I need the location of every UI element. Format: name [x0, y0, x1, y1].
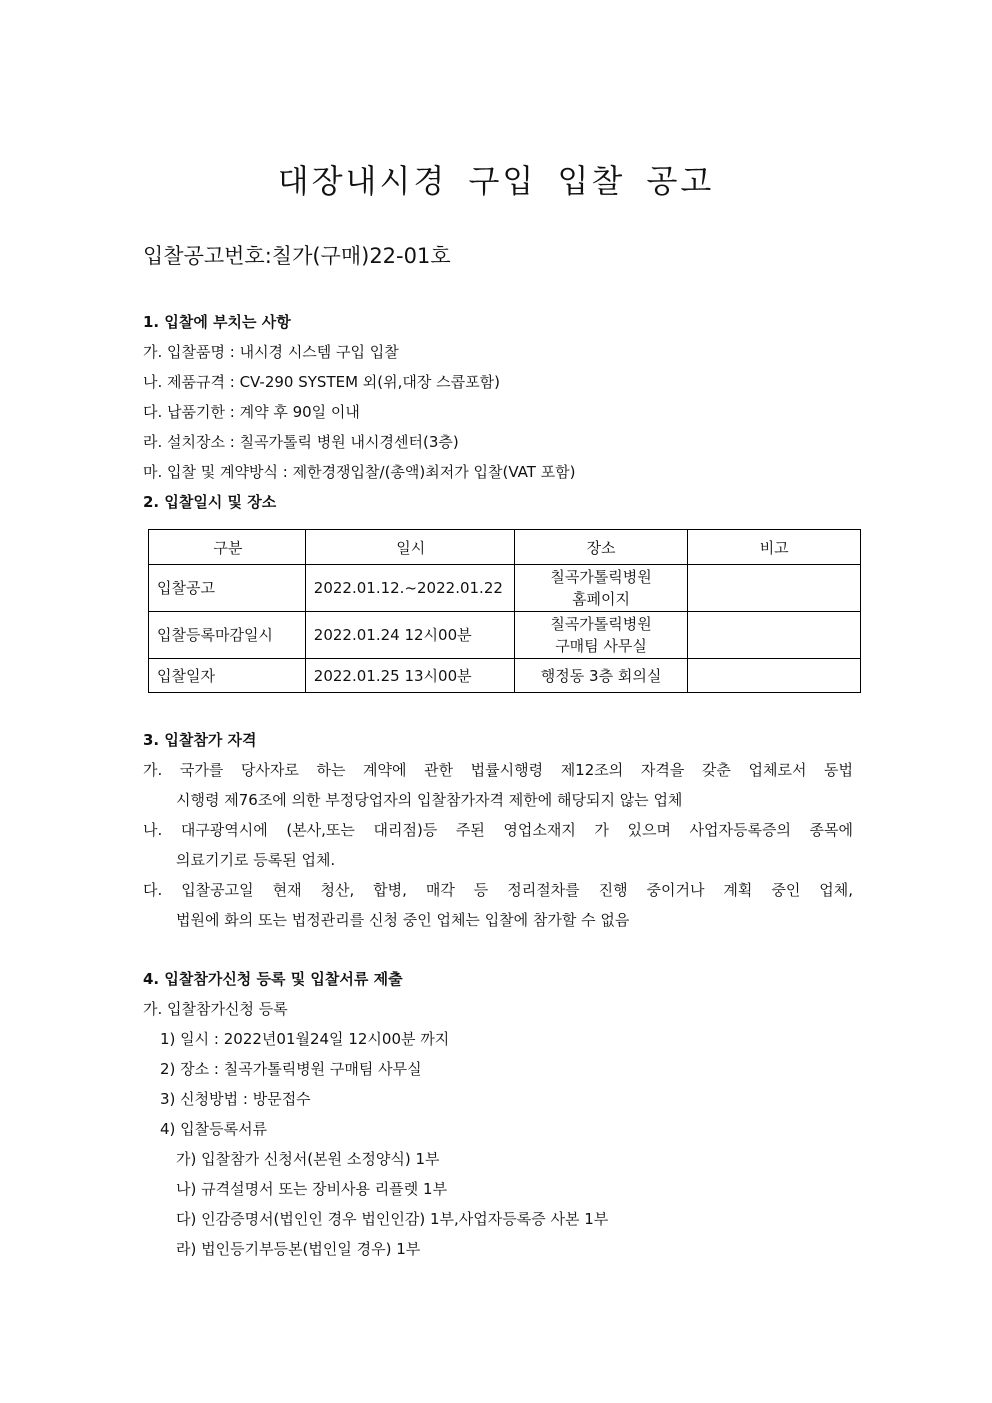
section3-item-line: 의료기기로 등록된 업체. — [176, 851, 336, 869]
section3-item-line: 법원에 화의 또는 법정관리를 신청 중인 업체는 입찰에 참가할 수 없음 — [176, 911, 630, 929]
section3-item-line: 다. 입찰공고일 현재 청산, 합병, 매각 등 정리절차를 진행 중이거나 계획 중인 업체, — [143, 881, 853, 899]
cell-division: 입찰등록마감일시 — [149, 612, 306, 659]
section1-item: 나. 제품규격 : CV-290 SYSTEM 외(위,대장 스콥포함) — [143, 373, 500, 391]
table-header-note: 비고 — [688, 530, 861, 565]
page-title: 대장내시경 구입 입찰 공고 — [277, 162, 715, 200]
section4-heading: 4. 입찰참가신청 등록 및 입찰서류 제출 — [143, 970, 403, 988]
notice-number: 입찰공고번호:칠가(구매)22-01호 — [143, 244, 451, 268]
schedule-table — [148, 529, 861, 693]
cell-datetime: 2022.01.24 12시00분 — [305, 612, 514, 659]
cell-note — [688, 565, 861, 612]
table-header-row — [149, 530, 861, 565]
section1-item: 다. 납품기한 : 계약 후 90일 이내 — [143, 403, 360, 421]
section3-item-line: 시행령 제76조에 의한 부정당업자의 입찰참가자격 제한에 해당되지 않는 업체 — [176, 791, 683, 809]
section3-item-line: 가. 국가를 당사자로 하는 계약에 관한 법률시행령 제12조의 자격을 갖춘 업체로서 동법 — [143, 761, 853, 779]
cell-place — [514, 612, 688, 659]
cell-place — [514, 565, 688, 612]
cell-place-line2: 구매팀 사무실 — [555, 637, 647, 655]
section4-item: 3) 신청방법 : 방문접수 — [160, 1090, 311, 1108]
cell-datetime: 2022.01.25 13시00분 — [305, 659, 514, 693]
table-header-place: 장소 — [514, 530, 688, 565]
section1-heading: 1. 입찰에 부치는 사항 — [143, 313, 291, 331]
section4-document: 라) 법인등기부등본(법인일 경우) 1부 — [176, 1240, 421, 1258]
cell-place-line2: 홈페이지 — [572, 590, 631, 608]
section4-document: 다) 인감증명서(법인인 경우 법인인감) 1부,사업자등록증 사본 1부 — [176, 1210, 609, 1228]
cell-division: 입찰공고 — [149, 565, 306, 612]
section3-heading: 3. 입찰참가 자격 — [143, 731, 257, 749]
table-header-division: 구분 — [149, 530, 306, 565]
table-row — [149, 612, 861, 659]
table-row — [149, 659, 861, 693]
table-header-datetime: 일시 — [305, 530, 514, 565]
section4-document: 가) 입찰참가 신청서(본원 소정양식) 1부 — [176, 1150, 440, 1168]
cell-place-line1: 칠곡가톨릭병원 — [550, 568, 652, 586]
section4-document: 나) 규격설명서 또는 장비사용 리플렛 1부 — [176, 1180, 448, 1198]
section1-item: 마. 입찰 및 계약방식 : 제한경쟁입찰/(총액)최저가 입찰(VAT 포함) — [143, 463, 576, 481]
section1-item: 가. 입찰품명 : 내시경 시스템 구입 입찰 — [143, 343, 399, 361]
section4-item: 2) 장소 : 칠곡가톨릭병원 구매팀 사무실 — [160, 1060, 422, 1078]
section1-item: 라. 설치장소 : 칠곡가톨릭 병원 내시경센터(3층) — [143, 433, 459, 451]
section2-heading: 2. 입찰일시 및 장소 — [143, 493, 277, 511]
section3-item-line: 나. 대구광역시에 (본사,또는 대리점)등 주된 영업소재지 가 있으며 사업자등록증의 종목에 — [143, 821, 853, 839]
section4-item: 4) 입찰등록서류 — [160, 1120, 268, 1138]
table-row — [149, 565, 861, 612]
section4-subheading: 가. 입찰참가신청 등록 — [143, 1000, 288, 1018]
cell-note — [688, 659, 861, 693]
cell-place-line1: 칠곡가톨릭병원 — [550, 615, 652, 633]
cell-division: 입찰일자 — [149, 659, 306, 693]
cell-place: 행정동 3층 회의실 — [514, 659, 688, 693]
cell-datetime: 2022.01.12.~2022.01.22 — [305, 565, 514, 612]
section4-item: 1) 일시 : 2022년01월24일 12시00분 까지 — [160, 1030, 450, 1048]
cell-note — [688, 612, 861, 659]
